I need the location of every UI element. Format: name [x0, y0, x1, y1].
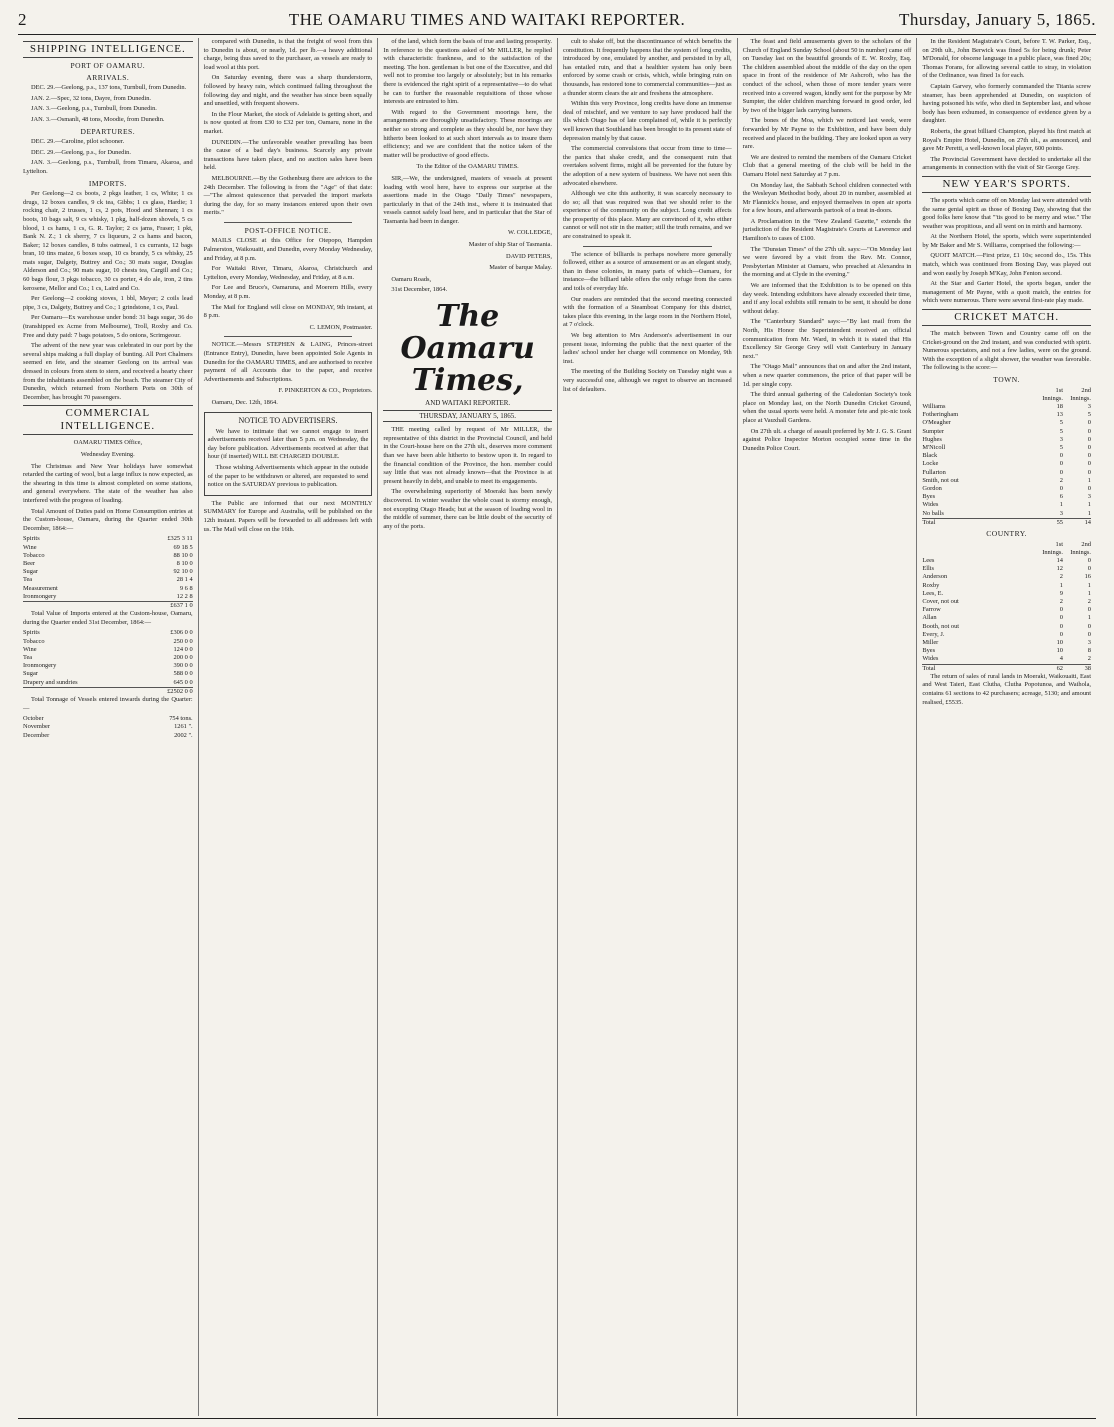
table-row: O'Meagher 5 0 — [922, 419, 1091, 427]
column-5 — [737, 38, 917, 1416]
departure-item: DEC. 29.—Geelong, p.s., for Dunedin. — [31, 148, 131, 156]
table-row: Tobacco 88 10 0 — [23, 551, 193, 559]
arrivals-heading: ARRIVALS. — [86, 72, 130, 82]
duties-table — [23, 535, 193, 610]
departures-heading: DEPARTURES. — [80, 126, 136, 136]
article-text: DUNEDIN.—The unfavorable weather prevailing has been the cause of a bad day's business. Scarcely any private transactions have taken place, and no auction sales have been held. — [203, 138, 373, 172]
agents-notice: NOTICE.—Messrs STEPHEN & LAING, Princes-street (Entrance Entry), Dunedin, have been appointed Sole Agents in Dunedin for the OAMARU TIMES, and are authorised to receive payment of all Accounts due to the paper, and receive Advertisements and Subscriptions. — [203, 341, 373, 383]
news-text: The advent of the new year was celebrated in our port by the several ships making a full display of bunting. All Port Chalmers seemed en fete, and the steamer Geelong on its arrival was dressed in colours from stem to stern, and received a hearty cheer from the inhabitants assembled on the beach. The steamer City of Dunedin, which returned from Northern Ports on 30th of December, has brought 70 passengers. — [23, 342, 193, 401]
table-row: Sugar 92 10 0 — [23, 568, 193, 576]
table-row: Tobacco 250 0 0 — [23, 637, 193, 645]
top-rule — [18, 34, 1096, 35]
cricket-heading: CRICKET MATCH. — [922, 309, 1091, 326]
article-text: Although we cite this authority, it was scarcely necessary to do so; all that was required was that we should refer to the experience of the community on the subject. Long credit affects the prosperity of this place. Many are convinced of it, who either cannot or will not stir in the matter; still the truth remains, and we are constrained to speak it. — [563, 190, 732, 241]
table-row: Lees 14 0 — [922, 557, 1091, 565]
table-row: Hughes 3 0 — [922, 435, 1091, 443]
leader-text: The overwhelming superiority of Moeraki has been newly discovered. In winter weather the whole coast is stormy enough, not excepting Otago Heads; but at the season of loading wool in the middle of summer, there can be little doubt of the security of any of the ports. — [383, 488, 552, 530]
arrival-item: JAN. 3.—Geelong, p.s., Turnbull, from Dunedin. — [31, 105, 157, 113]
table-row: Byes 6 3 — [922, 493, 1091, 501]
duties-intro: Total Amount of Duties paid on Home Consumption entries at the Custom-house, Oamaru, during the Quarter ended 30th December, 1864:— — [23, 507, 193, 532]
town-heading: TOWN. — [993, 375, 1021, 384]
post-office-text: For Lee and Bruce's, Oamaruna, and Moerern Hills, every Monday, at 8 p.m. — [203, 284, 373, 301]
table-row: Wides 1 1 — [922, 501, 1091, 509]
issue-date: Thursday, January 5, 1865. — [899, 10, 1096, 29]
table-row: Anderson 2 16 — [922, 573, 1091, 581]
post-office-text: The Mail for England will close on MONDAY, 9th instant, at 8 p.m. — [203, 303, 373, 320]
article-text: On Monday last, the Sabbath School children connected with the Wesleyan Methodist body, about 20 in number, assembled at Mr Flannick's house, and enjoyed themselves in open air sports for a few hours, and afterwards partook of a treat in-doors. — [742, 181, 912, 215]
article-text: The "Otago Mail" announces that on and after the 2nd instant, when a new quarter commences, the price of that paper will be 1d. per single copy. — [742, 363, 912, 388]
table-row: Fullarton 0 0 — [922, 468, 1091, 476]
sports-text: The sports which came off on Monday last were attended with the same genial spirit as those of Boxing Day, showing that the good folks here know that "'tis good to be merry and wise." The weather was propitious, and all went on in mirth and harmony. — [922, 196, 1091, 230]
post-office-heading: POST-OFFICE NOTICE. — [244, 225, 332, 235]
article-text: MELBOURNE.—By the Gothenburg there are advices to the 24th December. The following is from the "Age" of that date:—"The almost quiescence that pervaded the import markets during the day, for so many instances entered upon their own merits." — [203, 174, 373, 217]
article-text: We are desired to remind the members of the Oamaru Cricket Club that a general meeting of the club will be held in the Oamaru Hotel next Saturday at 7 p.m. — [742, 153, 912, 178]
article-text: Within this very Province, long credits have done an immense deal of mischief, and we venture to say have produced half the ills which Otago has of late complained of, while it is perfectly well known that Southland has been brought to its present state of depression mainly by that cause. — [563, 100, 732, 142]
table-row: Every, J. 0 0 — [922, 630, 1091, 638]
column-2 — [198, 38, 378, 1416]
article-text: The bones of the Moa, which we noticed last week, were forwarded by Mr Payne to the Exhibition, and have been duly received and placed in the building. They are looked upon as very rare. — [742, 117, 912, 151]
article-text: Captain Garvey, who formerly commanded the Titania screw steamer, has been apprehended at Dunedin, on suspicion of having poisoned his wife, who died in September last, and whose body has been exhumed, in consequence of evidence given by a daughter. — [922, 82, 1091, 125]
proprietors-sign: F. PINKERTON & CO., Proprietors. — [278, 387, 373, 395]
article-text: We are informed that the Exhibition is to be opened on this day week. Intending exhibitors have already exceeded their time, and if any local exhibits still remain to be sent, it should be done without delay. — [742, 282, 912, 315]
table-row: Tea 200 0 0 — [23, 653, 193, 661]
article-text: The science of billiards is perhaps nowhere more generally followed, either as a source of amusement or as an elegant study, than in these colonies, in many parts of which—Oamaru, for instance—the billiard table offers the only refuge from the cares and toils of everyday life. — [563, 250, 732, 293]
divider — [224, 222, 353, 223]
values-table — [23, 629, 193, 696]
imports-heading: IMPORTS. — [88, 178, 127, 188]
table-row: Farrow 0 0 — [922, 606, 1091, 614]
paper-nameplate: The Oamaru Times, — [400, 299, 535, 399]
table-row: Ellis 12 0 — [922, 565, 1091, 573]
table-row: Byes 10 8 — [922, 647, 1091, 655]
letter-place: Oamaru Roads, — [391, 275, 432, 283]
table-row: Measurement 9 6 8 — [23, 584, 193, 592]
table-total-row: Total 55 14 — [922, 518, 1091, 526]
table-row: Spirits £306 0 0 — [23, 629, 193, 637]
columns — [18, 38, 1096, 1416]
imports-text: Per Oamaru—Ex warehouse under bond: 31 bags sugar, 36 do (transhipped ex Acme from Melbourne), Troll, Roxby and Co. Free and duty paid: 7 bags potatoes, 5 do onions, Scrimgeour. — [23, 314, 193, 339]
sports-text: QUOIT MATCH.—First prize, £1 10s; second do., 15s. This match, which was continued from Boxing Day, was played out and won easily by Joseph M'Kay, John Fenton second. — [922, 252, 1091, 277]
post-office-text: For Waitaki River, Timaru, Akaroa, Christchurch and Lyttelton, every Monday, Wednesday, and Friday, at 8 a.m. — [203, 265, 373, 281]
table-row: Allan 0 1 — [922, 614, 1091, 622]
table-row: M'Nicoll 5 0 — [922, 444, 1091, 452]
article-text: The "Canterbury Standard" says:—"By last mail from the North, His Honor the Superintendent received an official communication from Mr. Ward, in which it is stated that His Excellency Sir George Grey will visit Canterbury in January next." — [742, 318, 912, 360]
scorecard-header: 1st Innings. 2nd Innings. — [1042, 386, 1091, 402]
table-row: Booth, not out 0 0 — [922, 622, 1091, 630]
article-text: The commercial convulsions that occur from time to time—the panics that shake credit, and the consequent ruin that overtakes solvent firms, might all be prevented for the future by the adoption of a new system of business. We have not seen this advocated elsewhere. — [563, 145, 732, 187]
advertisers-text: Those wishing Advertisements which appear in the outside of the paper to be withdrawn or altered, are requested to send notice on the SATURDAY previous to publication. — [207, 463, 369, 489]
commercial-day: Wednesday Evening. — [80, 450, 135, 458]
article-text: Roberts, the great billiard Champion, played his first match at Royal's Empire Hotel, Dunedin, on 27th ult., as announced, and gave Mr Peretti, a well-known local player, 600 points. — [922, 127, 1091, 153]
arrival-item: JAN. 3.—Osmanli, 48 tons, Moodie, from Dunedin. — [31, 115, 165, 123]
article-text: of the land, which form the basis of true and lasting prosperity. In reference to the questions asked of Mr MILLER, he replied with characteristic frankness, and to the satisfaction of the meeting. The hon. gentleman is but one of the Executive, and did well not to promise too largely or absolutely; but in his remarks there is evidenced the right spirit of a representative—to do what he can to further the reasonable requisitions of those whose interests are entrusted to him. — [383, 38, 552, 106]
table-row: Fotheringham 13 5 — [922, 411, 1091, 419]
column-1 — [18, 38, 198, 1416]
paper-subtitle: AND WAITAKI REPORTER. — [425, 399, 511, 408]
summary-notice: The Public are informed that our next MONTHLY SUMMARY for Europe and Australia, will be published on the 12th instant. Papers will be forwarded to all addresses left with us. The Mail will close on the 16th. — [203, 499, 373, 533]
values-intro: Total Value of Imports entered at the Custom-house, Oamaru, during the Quarter ended 31st December, 1864:— — [23, 610, 193, 626]
commercial-intro: The Christmas and New Year holidays have somewhat retarded the carting of wool, but a large influx is now expected, as the shearing in this time is almost completed on some stations, and general everywhere. The state of the weather has also interfered with the progress of loading. — [23, 462, 193, 504]
commercial-heading: COMMERCIAL INTELLIGENCE. — [23, 405, 193, 435]
table-row: Spirits £325 3 11 — [23, 535, 193, 543]
table-row: Ironmongery 12 2 8 — [23, 592, 193, 600]
table-row: Lees, E. 9 1 — [922, 589, 1091, 597]
table-row: Sumpter 5 0 — [922, 427, 1091, 435]
column-3 — [377, 38, 557, 1416]
advertisers-text: We have to intimate that we cannot engage to insert advertisements received later than 5 p.m. on Wednesday, the day before publication. Advertisements received at after that hour (if inserted) WILL BE CHARGED DOUBLE. — [207, 427, 369, 461]
table-row: Locke 0 0 — [922, 460, 1091, 468]
table-row: Roxby 1 1 — [922, 581, 1091, 589]
table-row: November 1261 ". — [23, 723, 193, 731]
table-row: Cover, not out 2 2 — [922, 598, 1091, 606]
article-text: cult to shake off, but the discontinuance of which benefits the constitution. It frequently happens that the system of long credits, introduced by one, emulated by another, and persisted in by all, has entailed ruin, and that a healthier system has only been enforced by some crash or crisis, which, while bringing ruin on thousands, has restored tone to commercial communities—just as a thunder storm clears the air and freshens the atmosphere. — [563, 38, 732, 97]
newspaper-title: THE OAMARU TIMES AND WAITAKI REPORTER. — [288, 10, 686, 29]
column-4 — [557, 38, 737, 1416]
article-text: Our readers are reminded that the second meeting connected with the formation of a Steamboat Company for this district, takes place this evening, in the large room in the Northern Hotel, at 7 o'clock. — [563, 295, 732, 329]
page-number: 2 — [18, 10, 27, 29]
article-text: We beg attention to Mrs Anderson's advertisement in our present issue, informing the public that the next quarter of the ladies' school under her charge will commence on Monday, 9th inst. — [563, 332, 732, 365]
letter-text: SIR,—We, the undersigned, masters of vessels at present loading with wool here, have to express our surprise at the assertions made in the Otago "Daily Times" newspapers, particularly in that of the 24th inst., where it is insinuated that vessels cannot safely load here, and in particular that the Star of Tasmania had been in danger. — [383, 174, 552, 225]
sports-heading: NEW YEAR'S SPORTS. — [922, 176, 1091, 193]
imports-text: Per Geelong—2 cooking stoves, 1 bbl, Meyer; 2 coils lead pipe, 3 cs, Dalgety, Buttrey and Co.; 1 grindstone, 1 cs, Paul. — [23, 295, 193, 311]
article-text: A Proclamation in the "New Zealand Gazette," extends the jurisdiction of the Resident Magistrate's Courts at Lawrence and Hamilton's to cases of £100. — [742, 217, 912, 243]
article-text: The feast and field amusements given to the scholars of the Church of England Sunday School (about 50 in number) came off on Tuesday last on the beautiful grounds of E. W. Roxby, Esq. The children assembled about the middle of the day on the open space in front of the residence of Mr Ashcroft, who has the conduct of the school, when those of more tender years were received into a covered wagon, kindly sent for the purpose by Mr Sumpter, the older children marching forward in good order, led by two of the bigger lads carrying banners. — [742, 38, 912, 114]
table-row: Wine 124 0 0 — [23, 645, 193, 653]
advertisers-heading: NOTICE TO ADVERTISERS. — [238, 415, 338, 425]
departure-item: DEC. 29.—Caroline, pilot schooner. — [31, 138, 125, 146]
imports-text: Per Geelong—2 cs boots, 2 pkgs leather, 1 cs, White; 1 cs drugs, 12 boxes candles, 9 ck tea, Gibbs; 1 cs glass, Hardie; 1 rocking chair, 2 trusses, 1 cs, 2 pots, Hood and Shennan; 1 cs boots, 10 bags salt, 9 cs whisky, 1 pkg, half-dozen shovels, 5 cs blood, 1 cs hams, 1 cs, G. R. Taylor; 2 cs jams, Fraser; 1 pkt, Bank N. Z.; 1 ck sherry, 7 cs liqueurs, 2 cs hams and bacon, Baker; 12 boxes candles, 8 tubs oatmeal, 1 cs currants, 12 bags bran, 10 tins maize, 6 boxes soap, 10 cs brandy, 5 cs whisky, 25 mats sugar, Dalgety, Buttrey and Co.; 30 mats sugar, Douglas Alderson and Co.; 90 mats sugar, 10 chests tea, Cargill and Co.; 60 bags flour, 3 pkgs tobacco, 30 cs porter, 4 do ale, iron, 2 tins kerosene, Mellor and Co.; 1 cs, Laird and Co. — [23, 190, 193, 292]
leader-text: THE meeting called by request of Mr MILLER, the representative of this district in the Provincial Council, and held in the Court-house here on the 27th ult., deserves more comment than we have been able hitherto to bestow upon it. In regard to the financial condition of the Province, the hon. member could say little that was not already known—that the Province is at present heavily in debt, and unable to meet its engagements. — [383, 426, 552, 485]
tonnage-intro: Total Tonnage of Vessels entered inwards during the Quarter:— — [23, 695, 193, 712]
bottom-rule — [18, 1418, 1096, 1419]
column-6 — [916, 38, 1096, 1416]
tonnage-table — [23, 715, 193, 740]
commercial-office: OAMARU TIMES Office, — [73, 439, 143, 447]
article-text: compared with Dunedin, is that the freight of wool from this to Dunedin is about, or nearly, 1d. per lb.—a heavy additional charge, being thus saved to the purchaser, as vessels are ready to load wool at this port. — [203, 38, 373, 71]
post-office-text: MAILS CLOSE at this Office for Otepopo, Hampden Palmerston, Waikouaiti, and Dunedin, every Monday Wednesday, and Friday, at 8 p.m. — [203, 237, 373, 262]
table-total-row: £2502 0 0 — [23, 687, 193, 696]
table-total-row: £637 1 0 — [23, 601, 193, 610]
letter-signature: DAVID PETERS, — [505, 252, 552, 260]
table-row: Tea 28 1 4 — [23, 576, 193, 584]
letter-signature-title: Master of ship Star of Tasmania. — [468, 241, 552, 249]
table-row: Beer 8 10 0 — [23, 559, 193, 567]
cricket-text: The match between Town and Country came off on the Cricket-ground on the 2nd instant, and was conducted with spirit. Numerous spectators, and not a few ladies, were on the ground. With the exception of a slight shower, the weather was favorable. The following is the score:— — [922, 330, 1091, 372]
country-heading: COUNTRY. — [986, 529, 1028, 539]
table-row: Smith, not out 2 1 — [922, 476, 1091, 484]
table-row: Ironmongery 390 0 0 — [23, 662, 193, 670]
advertisers-notice-box — [204, 412, 373, 496]
masthead — [18, 8, 1096, 30]
table-row: Sugar 588 0 0 — [23, 670, 193, 678]
scorecard-header: 1st Innings. 2nd Innings. — [1042, 540, 1091, 556]
letter-signature: W. COLLEDGE, — [508, 229, 552, 237]
table-row: Miller 10 3 — [922, 639, 1091, 647]
article-text: On 27th ult. a charge of assault preferred by Mr J. G. S. Grant against Police Inspector Morton occupied some time in the Dunedin Police Court. — [742, 427, 912, 452]
table-row: Williams 18 3 — [922, 403, 1091, 410]
table-row: December 2002 ". — [23, 731, 193, 739]
article-text: On Saturday evening, there was a sharp thunderstorm, followed by heavy rain, which continued falling throughout the following day and night, and the weather has since been squally and unsettled, with frequent showers. — [203, 74, 373, 108]
table-total-row: Total 62 38 — [922, 664, 1091, 672]
paper-date: THURSDAY, JANUARY 5, 1865. — [383, 410, 552, 423]
table-row: Wine 69 18 5 — [23, 543, 193, 551]
shipping-heading: SHIPPING INTELLIGENCE. — [23, 41, 193, 58]
table-row: October 754 tons. — [23, 715, 193, 723]
article-text: In the Flour Market, the stock of Adelaide is getting short, and is now quoted at from £30 to £32 per ton, Oamaru, none in the market. — [203, 110, 373, 135]
table-row: Wides 4 2 — [922, 655, 1091, 663]
divider — [224, 336, 353, 337]
table-row: Gordon 0 0 — [922, 485, 1091, 493]
arrival-item: JAN. 2.—Spec, 32 tons, Dayre, from Dunedin. — [31, 94, 151, 102]
article-text: In the Resident Magistrate's Court, before T. W. Parker, Esq., on 29th ult., John Berwick was fined 5s for being drunk; Peter M'Donald, for obscene language in a public place, was fined 20s; Thomas Forans, for allowing several cattle to stray, in violation of the Ordinance, was fined 1s for each. — [922, 38, 1091, 80]
table-row: Drapery and sundries 645 0 0 — [23, 678, 193, 686]
letter-date: 31st December, 1864. — [391, 286, 448, 294]
table-row: No balls 3 1 — [922, 509, 1091, 517]
letter-address: To the Editor of the OAMARU TIMES. — [416, 163, 519, 171]
table-row: Black 0 0 — [922, 452, 1091, 460]
article-text: The "Dunstan Times" of the 27th ult. says:—"On Monday last we were favored by a visit from the Rev. Mr. Connor, Presbyterian Minister at Oamaru, who preached at Alexandra in the morning and at Clyde in the evening." — [742, 245, 912, 279]
arrival-item: DEC. 29.—Geelong, p.s., 137 tons, Turnbull, from Dunedin. — [31, 84, 187, 92]
sports-text: At the Northern Hotel, the sports, which were superintended by Mr Baker and Mr S. Williams, comprised the following:— — [922, 233, 1091, 249]
article-text: The third annual gathering of the Caledonian Society's took place on Monday last, on the North Dunedin Cricket Ground, when the usual sports were held. A monster fete and pic-nic took place at Vauxhall Gardens. — [742, 391, 912, 424]
notice-date: Oamaru, Dec. 12th, 1864. — [211, 398, 278, 406]
country-scorecard — [922, 541, 1091, 673]
divider — [583, 246, 712, 247]
land-sales-text: The return of sales of rural lands in Moeraki, Waikouaiti, East and West Taieri, East Clutha, Clutha Popotunoa, and Waihola, contains 61 sections to 42 purchasers; acreage, 5130; and amount realised, £5535. — [922, 672, 1091, 706]
article-text: With regard to the Government moorings here, the arrangements are thoroughly unsatisfactory. These moorings are neither so strong and complete as they should be, nor have they hitherto been looked to at such short intervals as to insure them efficiency; and we are confident that the notice taken of the matter will be productive of good effects. — [383, 108, 552, 159]
article-text: The Provincial Government have decided to undertake all the arrangements in connection with the visit of Sir George Grey. — [922, 155, 1091, 172]
letter-signature-title: Master of barque Malay. — [489, 264, 552, 272]
town-scorecard — [922, 387, 1091, 527]
postmaster-sign: C. LEMON, Postmaster. — [309, 323, 373, 331]
port-heading: PORT OF OAMARU. — [70, 61, 146, 70]
article-text: The meeting of the Building Society on Tuesday night was a very successful one, although we regret to observe an increased list of defaulters. — [563, 368, 732, 393]
departure-item: JAN. 3.—Geelong, p.s., Turnbull, from Timaru, Akaroa, and Lyttelton. — [23, 159, 193, 175]
sports-text: At the Star and Garter Hotel, the sports began, under the management of Mr Payne, with a quoit match, the entries for which were numerous. There were several first-rate play made. — [922, 280, 1091, 305]
